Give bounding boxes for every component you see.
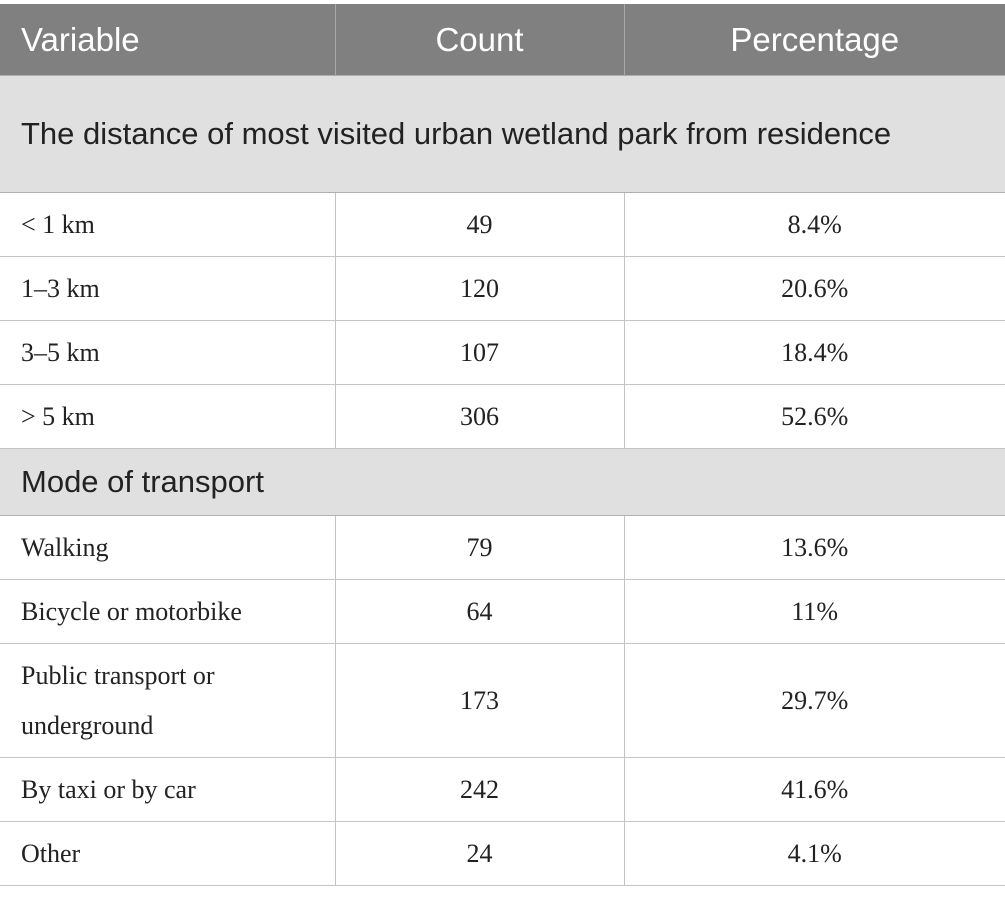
header-count: Count	[335, 4, 624, 76]
cell-count: 24	[335, 822, 624, 886]
data-table	[0, 4, 1005, 886]
table-row	[0, 257, 1005, 321]
cell-percentage: 4.1%	[624, 822, 1005, 886]
table-row	[0, 822, 1005, 886]
cell-variable: Other	[0, 822, 335, 886]
cell-percentage: 29.7%	[624, 644, 1005, 758]
section-row-distance	[0, 76, 1005, 193]
cell-percentage: 13.6%	[624, 516, 1005, 580]
header-row	[0, 4, 1005, 76]
section-row-transport	[0, 449, 1005, 516]
table-row	[0, 580, 1005, 644]
cell-percentage: 8.4%	[624, 193, 1005, 257]
section-title-transport: Mode of transport	[0, 449, 1005, 516]
cell-percentage: 41.6%	[624, 758, 1005, 822]
cell-count: 107	[335, 321, 624, 385]
cell-count: 64	[335, 580, 624, 644]
cell-variable: < 1 km	[0, 193, 335, 257]
cell-percentage: 52.6%	[624, 385, 1005, 449]
table-row	[0, 644, 1005, 758]
cell-count: 173	[335, 644, 624, 758]
table-row	[0, 193, 1005, 257]
cell-percentage: 20.6%	[624, 257, 1005, 321]
cell-variable: > 5 km	[0, 385, 335, 449]
cell-percentage: 18.4%	[624, 321, 1005, 385]
cell-variable: Bicycle or motorbike	[0, 580, 335, 644]
cell-count: 242	[335, 758, 624, 822]
cell-percentage: 11%	[624, 580, 1005, 644]
cell-count: 79	[335, 516, 624, 580]
cell-count: 306	[335, 385, 624, 449]
table-row	[0, 385, 1005, 449]
section-title-distance: The distance of most visited urban wetland park from residence	[0, 76, 1005, 193]
cell-variable: 1–3 km	[0, 257, 335, 321]
cell-variable: Walking	[0, 516, 335, 580]
table-row	[0, 758, 1005, 822]
header-variable: Variable	[0, 4, 335, 76]
table-row	[0, 321, 1005, 385]
header-percentage: Percentage	[624, 4, 1005, 76]
data-table-wrapper	[0, 4, 1005, 886]
table-row	[0, 516, 1005, 580]
cell-count: 120	[335, 257, 624, 321]
cell-variable: Public transport or underground	[0, 644, 335, 758]
cell-variable: By taxi or by car	[0, 758, 335, 822]
cell-count: 49	[335, 193, 624, 257]
cell-variable: 3–5 km	[0, 321, 335, 385]
